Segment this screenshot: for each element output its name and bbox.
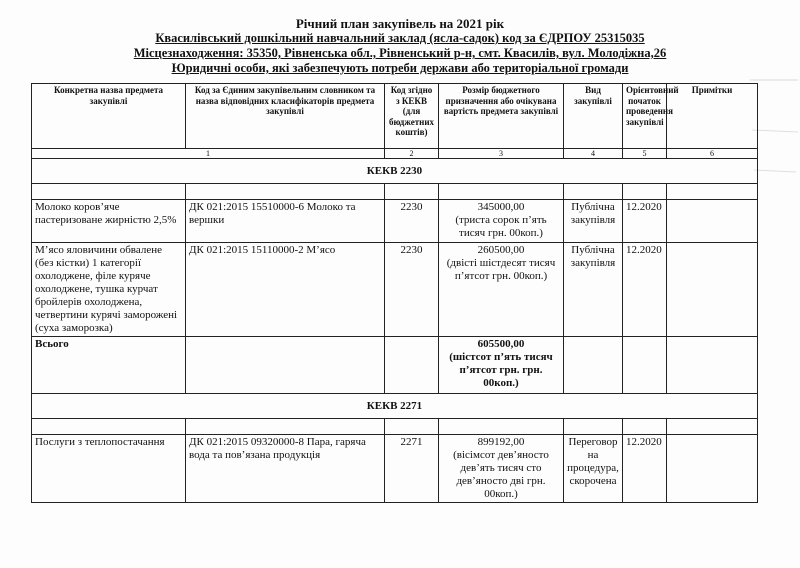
amount-cell <box>439 243 564 337</box>
procurement-type-cell: Публічна закупівля <box>564 243 623 337</box>
column-header-start-date: Орієнтовний початок проведення закупівлі <box>623 84 667 149</box>
column-number-row <box>32 149 758 159</box>
amount-value: 899192,00 <box>477 436 525 448</box>
column-number: 3 <box>439 149 564 159</box>
start-date-cell: 12.2020 <box>623 243 667 337</box>
classifier-code-cell: ДК 021:2015 15110000-2 М’ясо <box>186 243 385 337</box>
total-label: Всього <box>32 337 186 394</box>
amount-in-words: (двісті шістдесят тисяч п’ятсот грн. 00коп.) <box>446 257 556 282</box>
table-header-row <box>32 84 758 149</box>
kekv-cell: 2271 <box>385 435 439 503</box>
table-row <box>32 243 758 337</box>
column-number: 5 <box>623 149 667 159</box>
item-name-cell: Молоко коров’яче пастеризоване жирністю 2,5% <box>32 200 186 243</box>
amount-in-words: (вісімсот дев’яносто дев’ять тисяч сто дев’яносто дві грн. 00коп.) <box>453 449 549 500</box>
spacer-row <box>32 184 758 200</box>
amount-value: 345000,00 <box>477 201 525 213</box>
classifier-code-cell: ДК 021:2015 09320000-8 Пара, гаряча вода та пов’язана продукція <box>186 435 385 503</box>
column-header-procurement-type: Вид закупівлі <box>564 84 623 149</box>
column-number: 2 <box>385 149 439 159</box>
organization-line: Квасилівський дошкільний навчальний заклад (ясла-садок) код за ЄДРПОУ 25315035 <box>155 31 645 45</box>
category-line: Юридичні особи, які забезпечують потреби держави або територіальної громади <box>171 61 629 75</box>
amount-cell <box>439 435 564 503</box>
section-heading-row <box>32 394 758 419</box>
amount-in-words: (триста сорок п’ять тисяч грн. 00коп.) <box>455 214 547 239</box>
column-header-item-name: Конкретна назва предмета закупівлі <box>32 84 186 149</box>
kekv-cell: 2230 <box>385 243 439 337</box>
document-header <box>0 16 800 76</box>
column-number: 4 <box>564 149 623 159</box>
total-row <box>32 337 758 394</box>
section-heading-row <box>32 159 758 184</box>
amount-cell <box>439 200 564 243</box>
document-title: Річний план закупівель на 2021 рік <box>295 16 505 31</box>
location-line: Місцезнаходження: 35350, Рівненська обл., Рівненський р-н, смт. Квасилів, вул. Молодіжна,26 <box>133 46 667 60</box>
table-row <box>32 200 758 243</box>
kekv-cell: 2230 <box>385 200 439 243</box>
amount-value: 260500,00 <box>477 244 525 256</box>
section-heading-kekv-2230: КЕКВ 2230 <box>32 159 758 184</box>
notes-cell <box>667 243 758 337</box>
procurement-type-cell: Публічна закупівля <box>564 200 623 243</box>
column-header-notes: Примітки <box>667 84 758 149</box>
total-amount-value: 605500,00 <box>477 338 525 350</box>
procurement-type-cell: Переговор на процедура, скорочена <box>564 435 623 503</box>
column-header-kekv: Код згідно з КЕКВ (для бюджетних коштів) <box>385 84 439 149</box>
column-header-amount: Розмір бюджетного призначення або очікувана вартість предмета закупівлі <box>439 84 564 149</box>
total-amount-cell <box>439 337 564 394</box>
table-row <box>32 435 758 503</box>
start-date-cell: 12.2020 <box>623 435 667 503</box>
item-name-cell: М’ясо яловичини обвалене (без кістки) 1 категорії охолоджене, філе куряче охолоджене, тушка курчат бройлерів охолоджена, четвертини курячі заморожені (суха заморозка) <box>32 243 186 337</box>
notes-cell <box>667 200 758 243</box>
section-heading-kekv-2271: КЕКВ 2271 <box>32 394 758 419</box>
classifier-code-cell: ДК 021:2015 15510000-6 Молоко та вершки <box>186 200 385 243</box>
notes-cell <box>667 435 758 503</box>
spacer-row <box>32 419 758 435</box>
total-amount-in-words: (шістсот п’ять тисяч п’ятсот грн. грн. 00коп.) <box>449 351 553 389</box>
column-number: 1 <box>32 149 385 159</box>
procurement-plan-table <box>31 83 758 503</box>
column-header-classifier-code: Код за Єдиним закупівельним словником та назва відповідних класифікаторів предмета закупівлі <box>186 84 385 149</box>
column-number: 6 <box>667 149 758 159</box>
start-date-cell: 12.2020 <box>623 200 667 243</box>
item-name-cell: Послуги з теплопостачання <box>32 435 186 503</box>
